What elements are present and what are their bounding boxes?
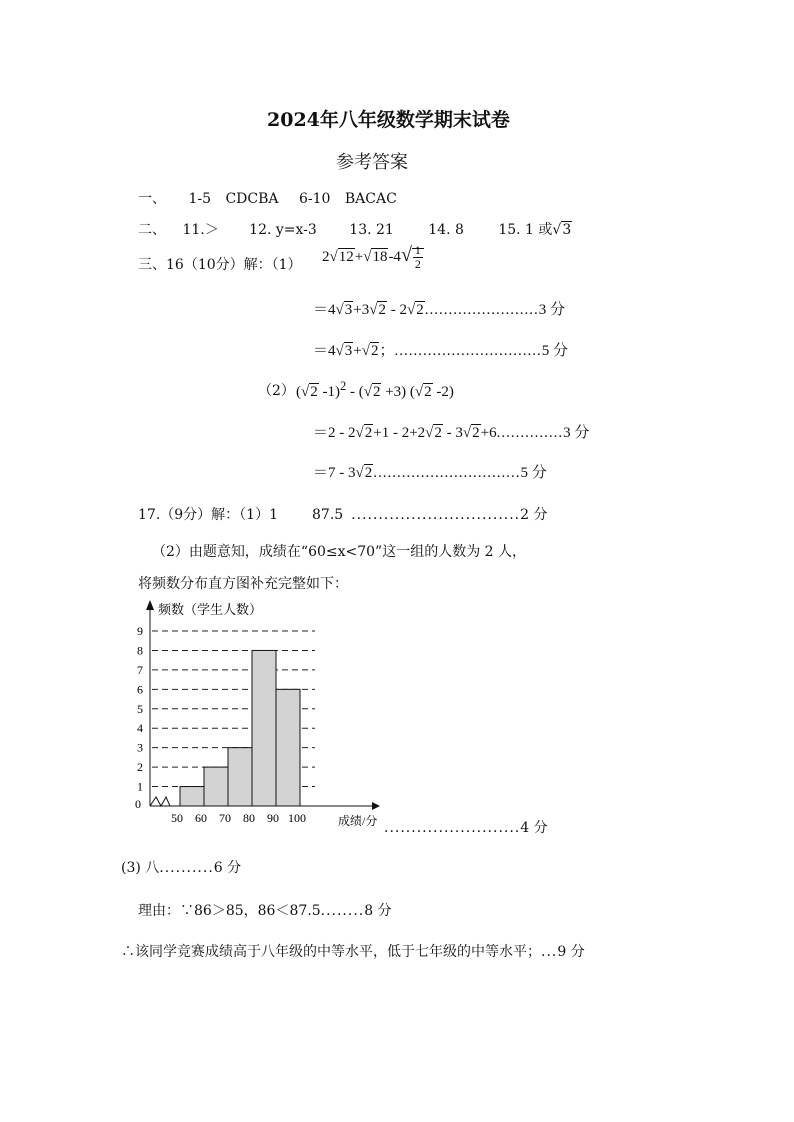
y-tick-label: 1 bbox=[137, 779, 143, 794]
y-tick-label: 9 bbox=[137, 624, 143, 638]
x-axis-arrow bbox=[372, 802, 380, 810]
y-tick-label: 2 bbox=[137, 760, 143, 775]
part1-range1: 1-5 bbox=[188, 191, 211, 207]
x-axis-label: 成绩/分 bbox=[338, 814, 378, 828]
q16-step-2: ＝4√3+√2；...............................5 分 bbox=[313, 343, 568, 359]
y-tick-label: 6 bbox=[137, 682, 143, 697]
part1-number: 一、 bbox=[138, 191, 166, 207]
y-tick-label: 0 bbox=[135, 797, 141, 811]
part1-row bbox=[138, 188, 397, 208]
answer-11: 11.＞ bbox=[182, 222, 219, 238]
y-tick-label: 3 bbox=[137, 740, 143, 755]
x-tick-label: 70 bbox=[219, 811, 231, 825]
q17-chart-score: .........................4 分 bbox=[384, 820, 548, 836]
x-tick-label: 90 bbox=[267, 811, 279, 825]
histogram-bar bbox=[228, 748, 252, 806]
q17-part2-text2: 将频数分布直方图补充完整如下： bbox=[138, 576, 348, 592]
histogram-chart bbox=[130, 596, 390, 836]
q16-expression-1: 2√12+√18-4√ $\frac{1}{2}$ bbox=[322, 244, 424, 271]
q17-reason: 理由：∵86＞85，86＜87.5........8 分 bbox=[138, 903, 392, 919]
q16-part2-label: （2） bbox=[258, 383, 295, 399]
y-tick-label: 8 bbox=[137, 643, 143, 658]
q16-step-3: ＝2 - 2√2+1 - 2+2√2 - 3√2+6..............3 分 bbox=[313, 425, 590, 441]
q16-expression-2: (√2 -1)$^2$ - (√2 +3) (√2 -2) bbox=[296, 379, 454, 400]
y-tick-label: 7 bbox=[137, 662, 143, 677]
x-tick-label: 60 bbox=[195, 811, 207, 825]
axis-break bbox=[150, 797, 170, 806]
answer-12: 12. y=x-3 bbox=[249, 222, 317, 238]
y-tick-label: 4 bbox=[137, 721, 143, 736]
part1-answers2: BACAC bbox=[344, 191, 397, 207]
histogram-bar bbox=[276, 689, 300, 806]
histogram-bar bbox=[252, 650, 276, 806]
q17-part2-text: （2）由题意知，成绩在“60≤x<70”这一组的人数为 2 人， bbox=[152, 544, 527, 560]
part1-answers1: CDCBA bbox=[225, 191, 279, 207]
q16-step-4: ＝7 - 3√2...............................5 分 bbox=[313, 465, 547, 481]
part2-number: 二、 bbox=[138, 222, 166, 238]
x-tick-label: 100 bbox=[288, 811, 306, 825]
part1-range2: 6-10 bbox=[298, 191, 331, 207]
answer-13: 13. 21 bbox=[349, 222, 394, 238]
q17-conclusion: ∴该同学竞赛成绩高于八年级的中等水平，低于七年级的中等水平；...9 分 bbox=[121, 944, 585, 960]
x-tick-label: 50 bbox=[171, 811, 183, 825]
q17-part3: (3) 八..........6 分 bbox=[121, 860, 242, 876]
answer-15: 15. 1 或√3 bbox=[498, 222, 572, 238]
histogram-bar bbox=[180, 787, 204, 806]
part2-row bbox=[138, 219, 572, 239]
q16-header: 三、16（10分）解：（1） bbox=[138, 257, 302, 273]
y-axis-arrow bbox=[146, 600, 154, 610]
answer-14: 14. 8 bbox=[428, 222, 464, 238]
histogram-bar bbox=[204, 767, 228, 806]
x-tick-label: 80 bbox=[243, 811, 255, 825]
q17-part1: 17.（9分）解：（1）1 87.5 ...............................2 分 bbox=[138, 507, 548, 523]
y-tick-label: 5 bbox=[137, 701, 143, 716]
q16-step-1: ＝4√3+3√2 - 2√2........................3 分 bbox=[313, 302, 565, 318]
y-axis-label: 频数（学生人数） bbox=[158, 602, 263, 617]
page-subtitle: 参考答案 bbox=[336, 152, 408, 173]
page-title: 2024年八年级数学期末试卷 bbox=[267, 109, 510, 131]
